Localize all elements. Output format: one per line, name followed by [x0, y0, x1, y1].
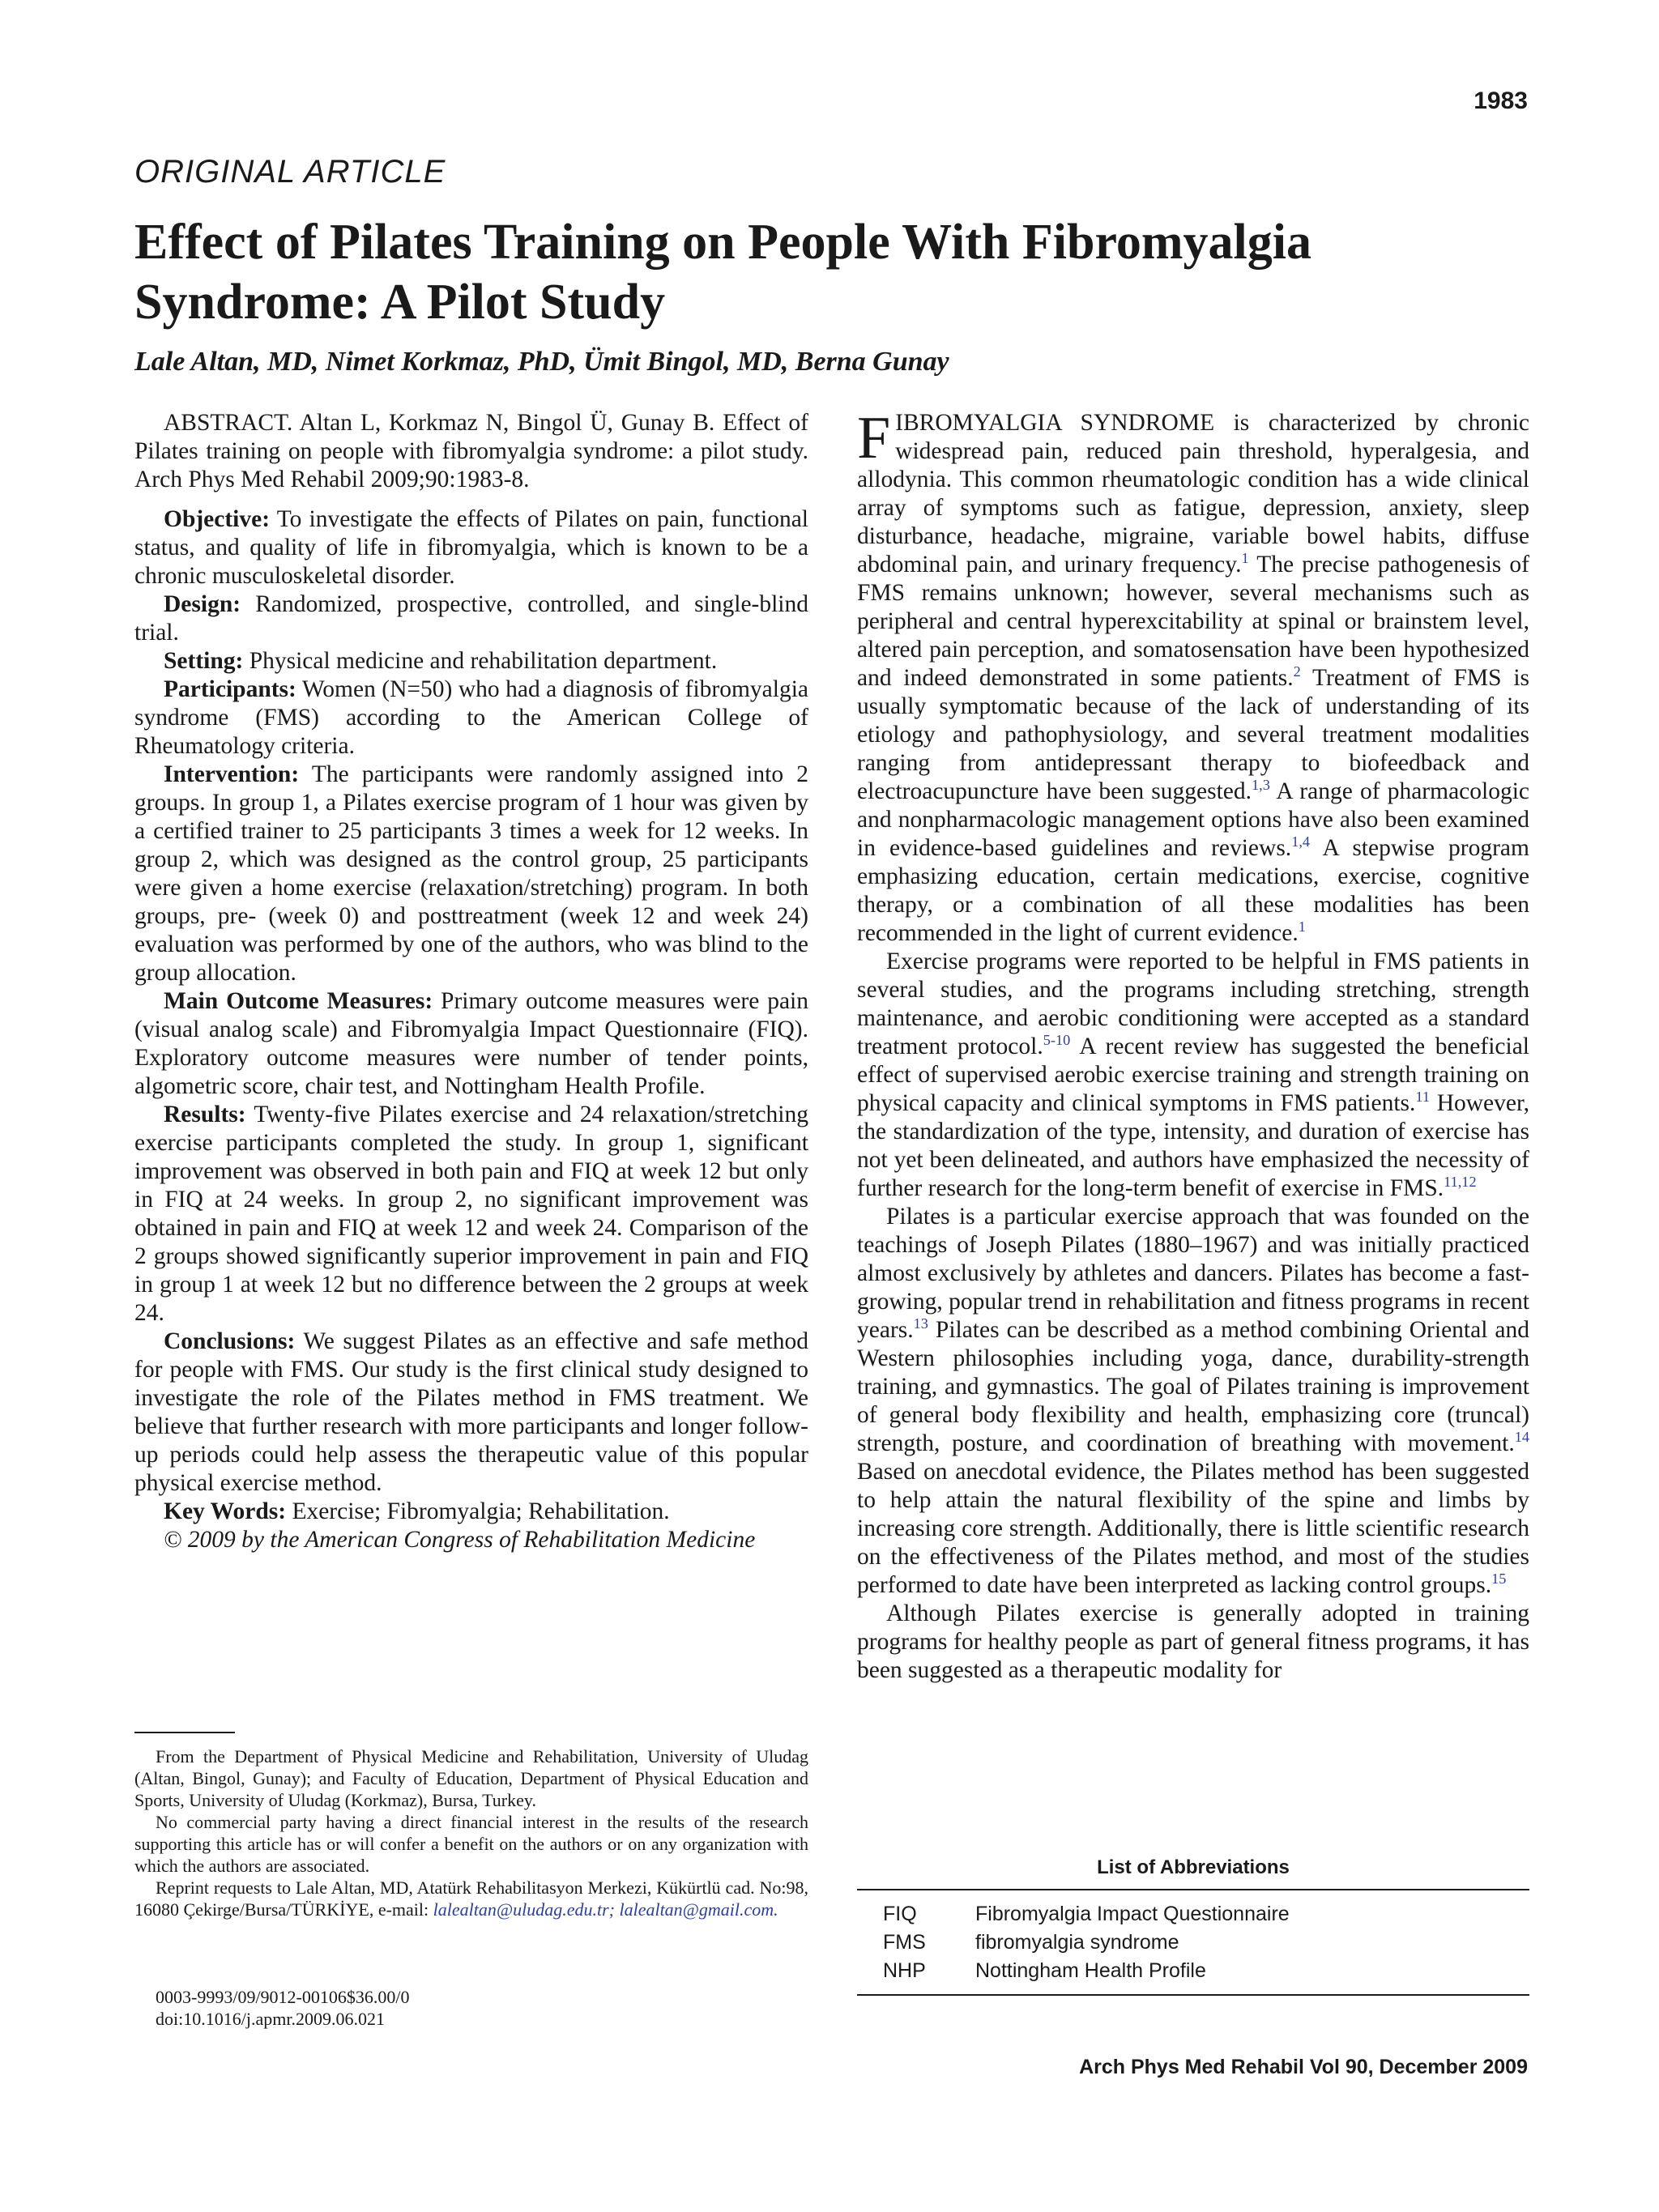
participants-text: Women (N=50) who had a diagnosis of fibromyalgia syndrome (FMS) according to the American College of Rheumatology criteria. [134, 676, 809, 759]
ref-link[interactable]: 11 [1415, 1089, 1430, 1106]
conclusions-text: We suggest Pilates as an effective and safe method for people with FMS. Our study is the first clinical study designed to investigate the role of the Pilates method in FMS treatment. We believe that further research with more participants and longer follow-up periods could help assess the therapeutic value of this popular physical exercise method. [134, 1328, 809, 1496]
abbreviations-top-rule [857, 1889, 1529, 1890]
design-text: Randomized, prospective, controlled, and single-blind trial. [134, 591, 808, 646]
abbreviation-row [883, 1900, 1290, 1929]
abbreviations-table [883, 1900, 1290, 1985]
p1-text-e: A stepwise program emphasizing education, certain medications, exercise, cognitive therapy, or a combination of all these modalities has been recommended in the light of current evidence. [857, 835, 1529, 946]
drop-cap: F [857, 405, 891, 471]
results-text: Twenty-five Pilates exercise and 24 relaxation/stretching exercise participants completed the study. In group 1, significant improvement was observed in both pain and FIQ at week 12 but only in FIQ at 24 weeks. In group 2, no significant improvement was obtained in pain and FIQ at week 12 and week 24. Comparison of the 2 groups showed significantly superior improvement in pain and FIQ in group 1 at week 12 but no difference between the 2 groups at week 24. [134, 1102, 809, 1326]
ref-link[interactable]: 1 [1298, 918, 1306, 936]
article-title [134, 212, 1512, 332]
ref-link[interactable]: 11,12 [1444, 1174, 1477, 1191]
copyright-notice: © 2009 by the American Congress of Rehabilitation Medicine [164, 1527, 756, 1553]
results-heading: Results: [164, 1102, 246, 1127]
p2-text-b: A recent review has suggested the beneficial effect of supervised aerobic exercise training and strength training on physical capacity and clinical symptoms in FMS patients. [857, 1034, 1530, 1116]
ref-link[interactable]: 1,3 [1252, 777, 1270, 794]
title-line-2: Syndrome: A Pilot Study [134, 275, 666, 330]
reprint-text: Reprint requests to Lale Altan, MD, Atatürk Rehabilitasyon Merkezi, Kükürtlü cad. No:98, 16080 Çekirge/Bursa/TÜRKİYE, e-mail: [134, 1877, 808, 1920]
email-link[interactable]: lalealtan@uludag.edu.tr; lalealtan@gmail.com. [433, 1899, 778, 1920]
abbreviation-meaning: fibromyalgia syndrome [975, 1931, 1179, 1954]
p1-text-d: A range of pharmacologic and nonpharmacologic management options have also been examined in evidence-based guidelines and reviews. [857, 778, 1529, 861]
ref-link[interactable]: 1 [1241, 550, 1249, 567]
abbreviation-meaning: Nottingham Health Profile [975, 1959, 1206, 1982]
objective-text: To investigate the effects of Pilates on pain, functional status, and quality of life in fibromyalgia, which is known to be a chronic musculoskeletal disorder. [134, 506, 808, 589]
keywords-heading: Key Words: [164, 1498, 287, 1524]
disclosure-note: No commercial party having a direct financial interest in the results of the research supporting this article has or will confer a benefit on the authors or on any organization with which the authors are associated. [134, 1812, 808, 1876]
abstract-intervention [134, 761, 808, 987]
journal-footer: Arch Phys Med Rehabil Vol 90, December 2009 [1079, 2056, 1528, 2078]
setting-heading: Setting: [164, 648, 244, 674]
participants-heading: Participants: [164, 676, 296, 702]
intro-paragraph-2 [857, 948, 1529, 1203]
intervention-text: The participants were randomly assigned into 2 groups. In group 1, a Pilates exercise program of 1 hour was given by a certified trainer to 25 participants 3 times a week for 12 weeks. In group 2, which was designed as the control group, 25 participants were given a home exercise (relaxation/stretching) program. In both groups, pre- (week 0) and posttreatment (week 12 and week 24) evaluation was performed by one of the authors, who was blind to the group allocation. [134, 761, 809, 986]
abstract-setting [134, 647, 808, 676]
abstract-outcomes [134, 987, 808, 1101]
abstract-design [134, 590, 808, 647]
intro-paragraph-4: Although Pilates exercise is generally adopted in training programs for healthy people as part of general fitness programs, it has been suggested as a therapeutic modality for [857, 1600, 1529, 1683]
intervention-heading: Intervention: [164, 761, 300, 787]
abbreviation-code: FMS [883, 1931, 926, 1954]
ref-link[interactable]: 15 [1491, 1571, 1507, 1588]
abbreviations-title: List of Abbreviations [1097, 1856, 1290, 1878]
p1-text-b: The precise pathogenesis of FMS remains unknown; however, several mechanisms such as peripheral and central hyperexcitability at spinal or brainstem level, altered pain perception, and somatosensation have been hypothesized and indeed demonstrated in some patients. [857, 552, 1529, 691]
ref-link[interactable]: 13 [913, 1315, 928, 1332]
ref-link[interactable]: 5-10 [1043, 1032, 1071, 1049]
abstract-citation: ABSTRACT. Altan L, Korkmaz N, Bingol Ü, Gunay B. Effect of Pilates training on people with fibromyalgia syndrome: a pilot study. Arch Phys Med Rehabil 2009;90:1983-8. [134, 410, 808, 492]
ref-link[interactable]: 1,4 [1291, 833, 1311, 850]
p2-text-c: However, the standardization of the type, intensity, and duration of exercise has not yet been delineated, and authors have emphasized the necessity of further research for the long-term benefit of exercise in FMS. [857, 1090, 1530, 1201]
abstract-column [134, 409, 808, 1554]
abstract-objective [134, 505, 808, 590]
abstract-participants [134, 676, 808, 761]
objective-heading: Objective: [164, 506, 271, 532]
ref-link[interactable]: 2 [1293, 663, 1301, 680]
author-list: Lale Altan, MD, Nimet Korkmaz, PhD, Ümit Bingol, MD, Berna Gunay [134, 347, 949, 377]
intro-paragraph-1 [857, 405, 1529, 948]
intro-paragraph-3 [857, 1203, 1529, 1600]
outcomes-text: Primary outcome measures were pain (visual analog scale) and Fibromyalgia Impact Questionnaire (FIQ). Exploratory outcome measures were number of tender points, algometric score, chair test, and Nottingham Health Profile. [134, 988, 808, 1099]
footnotes [134, 1745, 808, 1920]
reprint-note [134, 1877, 808, 1920]
affiliation-note: From the Department of Physical Medicine and Rehabilitation, University of Uludag (Altan, Bingol, Gunay); and Faculty of Education, Department of Physical Education and Sports, University of Uludag (Korkmaz), Bursa, Turkey. [134, 1746, 808, 1810]
abstract-results [134, 1101, 808, 1328]
page-number: 1983 [1473, 87, 1528, 114]
abstract-conclusions [134, 1328, 808, 1498]
p3-text-b: Pilates can be described as a method combining Oriental and Western philosophies including yoga, dance, durability-strength training, and gymnastics. The goal of Pilates training is improvement of general body flexibility and health, emphasizing core (truncal) strength, posture, and coordination of breathing with movement. [857, 1317, 1529, 1456]
abbreviations-bottom-rule [857, 1994, 1529, 1996]
p1-text-c: Treatment of FMS is usually symptomatic because of the lack of understanding of its etiology and pathophysiology, and several treatment modalities ranging from antidepressant therapy to biofeedback and electroacupuncture have been suggested. [857, 665, 1529, 804]
title-line-1: Effect of Pilates Training on People With Fibromyalgia [134, 215, 1311, 270]
issn-code: 0003-9993/09/9012-00106$36.00/0 [156, 1987, 410, 2007]
design-heading: Design: [164, 591, 241, 617]
ref-link[interactable]: 14 [1514, 1429, 1529, 1446]
abbreviation-row [883, 1957, 1290, 1985]
footnote-divider [134, 1732, 235, 1733]
abstract-keywords [134, 1498, 808, 1526]
article-identifiers [156, 1986, 410, 2030]
conclusions-heading: Conclusions: [164, 1328, 296, 1354]
abbreviation-code: FIQ [883, 1903, 917, 1925]
p2-text-a: Exercise programs were reported to be helpful in FMS patients in several studies, and the programs including stretching, strength maintenance, and aerobic conditioning were accepted as a standard treatment protocol. [857, 948, 1529, 1059]
article-type-label: ORIGINAL ARTICLE [134, 154, 446, 190]
abbreviation-meaning: Fibromyalgia Impact Questionnaire [975, 1903, 1290, 1925]
doi: doi:10.1016/j.apmr.2009.06.021 [156, 2009, 385, 2029]
p1-text-a: IBROMYALGIA SYNDROME is characterized by chronic widespread pain, reduced pain threshold, hyperalgesia, and allodynia. This common rheumatologic condition has a wide clinical array of symptoms such as fatigue, depression, anxiety, sleep disturbance, headache, migraine, variable bowel habits, diffuse abdominal pain, and urinary frequency. [857, 410, 1529, 578]
abbreviation-row [883, 1929, 1290, 1957]
abbreviation-code: NHP [883, 1959, 926, 1982]
p3-text-c: Based on anecdotal evidence, the Pilates method has been suggested to help attain the natural flexibility of the spine and limbs by increasing core strength. Additionally, there is little scientific research on the effectiveness of the Pilates method, and most of the studies performed to date have been interpreted as lacking control groups. [857, 1459, 1529, 1598]
p3-text-a: Pilates is a particular exercise approach that was founded on the teachings of Joseph Pilates (1880–1967) and was initially practiced almost exclusively by athletes and dancers. Pilates has become a fast-growing, popular trend in rehabilitation and fitness programs in recent years. [857, 1204, 1529, 1343]
setting-text: Physical medicine and rehabilitation department. [249, 648, 718, 674]
body-column [857, 405, 1530, 1685]
keywords-text: Exercise; Fibromyalgia; Rehabilitation. [292, 1498, 670, 1524]
outcomes-heading: Main Outcome Measures: [164, 988, 433, 1014]
